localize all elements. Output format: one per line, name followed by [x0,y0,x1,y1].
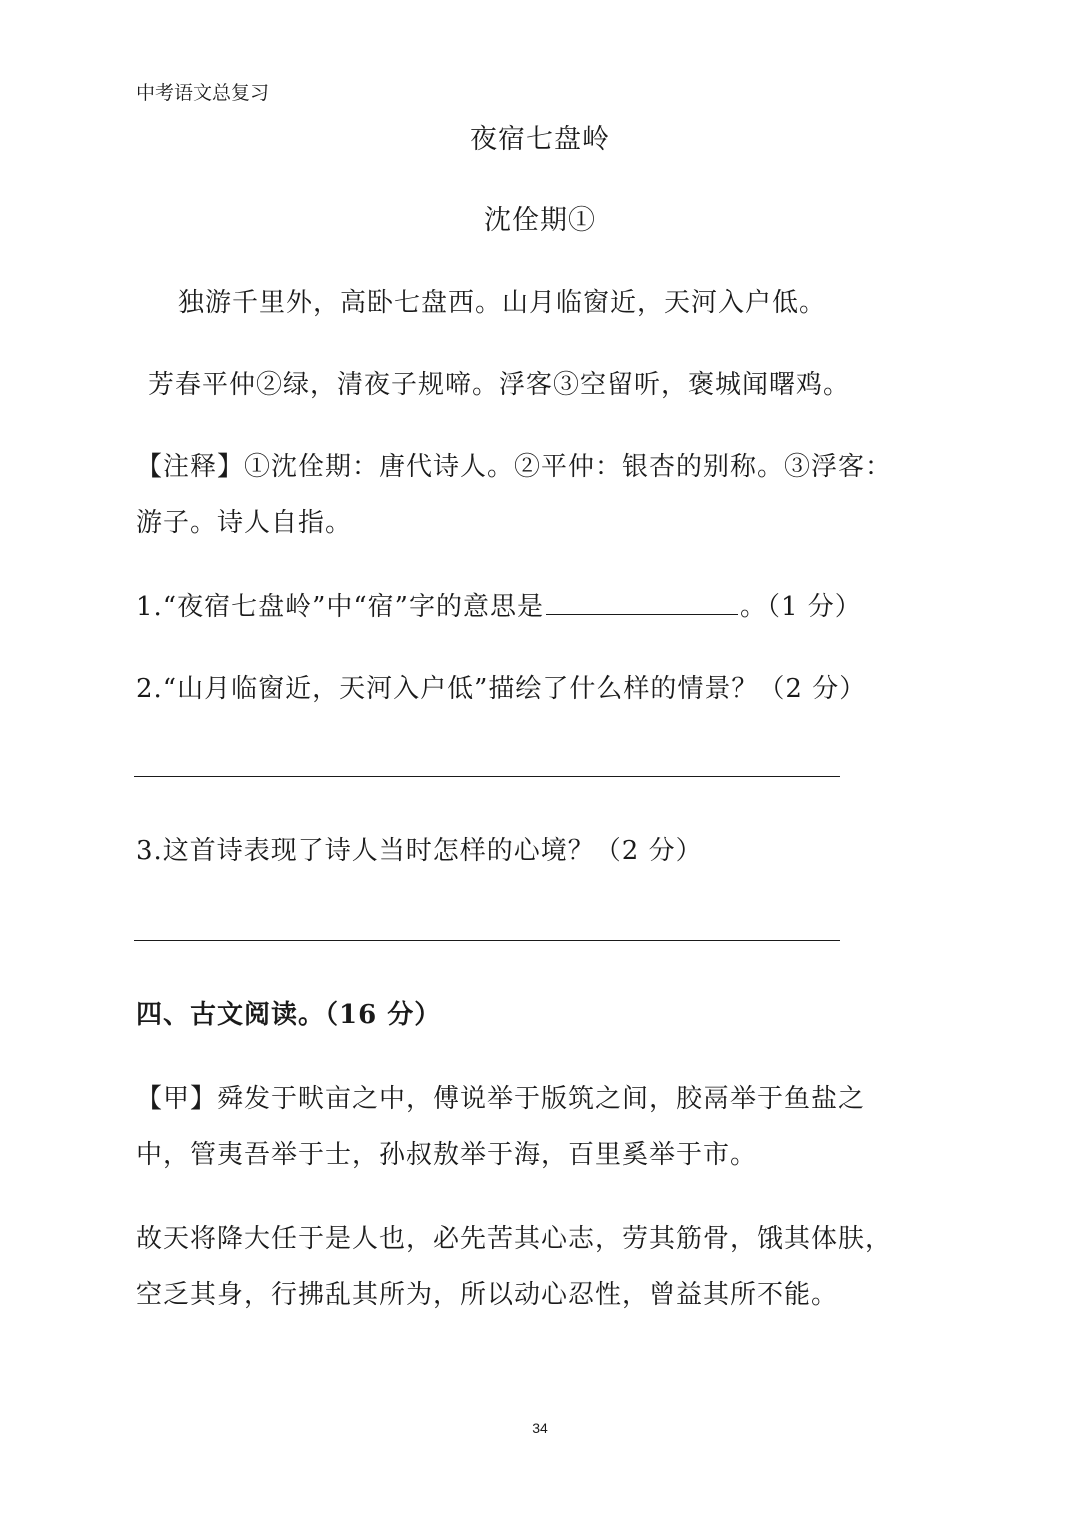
notes-line-2: 游子。诗人自指。 [136,508,353,538]
section-heading: 四、古文阅读。（16 分） [136,1000,442,1030]
question-1-text: 1.“夜宿七盘岭”中“宿”字的意思是 [136,592,544,622]
answer-blank-1[interactable] [546,588,738,615]
page-number: 34 [532,1420,548,1436]
poem-author: 沈佺期① [484,205,596,236]
passage-line-2: 中，管夷吾举于士，孙叔敖举于海，百里奚举于市。 [136,1140,758,1170]
page-header: 中考语文总复习 [136,82,270,104]
passage-line-3: 故天将降大任于是人也，必先苦其心志，劳其筋骨，饿其体肤， [136,1224,893,1254]
question-1 [136,586,862,623]
notes-line-1: 【注释】①沈佺期：唐代诗人。②平仲：银杏的别称。③浮客： [136,452,893,482]
passage-line-4: 空乏其身，行拂乱其所为，所以动心忍性，曾益其所不能。 [136,1280,839,1310]
poem-line-1: 独游千里外，高卧七盘西。山月临窗近，天河入户低。 [178,288,827,318]
answer-line-2[interactable] [134,776,840,777]
question-2: 2.“山月临窗近，天河入户低”描绘了什么样的情景？（2 分） [136,674,867,704]
question-3: 3.这首诗表现了诗人当时怎样的心境？（2 分） [136,836,703,866]
poem-line-2: 芳春平仲②绿，清夜子规啼。浮客③空留听，褒城闻曙鸡。 [148,370,851,400]
question-1-score: 。（1 分） [739,592,862,622]
poem-title: 夜宿七盘岭 [470,124,610,155]
passage-line-1: 【甲】舜发于畎亩之中，傅说举于版筑之间，胶鬲举于鱼盐之 [136,1084,866,1114]
answer-line-3[interactable] [134,940,840,941]
